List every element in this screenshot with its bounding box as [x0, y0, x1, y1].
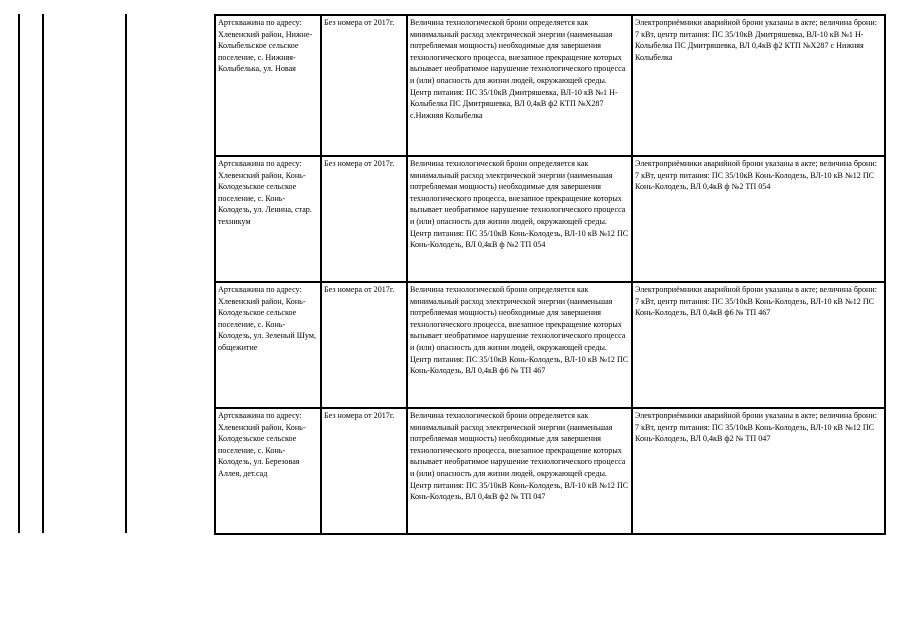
object-address-cell: Артскважина по адресу: Хлевенский район, Конь-Колодезьское сельское поселение, с. Конь-Колодезь, ул. Березовая Аллея, дет.сад — [215, 408, 321, 534]
description-cell: Величина технологической брони определяется как минимальный расход электрической энергии (наименьшая потребляемая мощность) необходимые для завершения технологического процесса, внезапное прекращение которых вызывает необратимое нарушение технологического процесса и (или) опасность для жизни людей, окружающей среды. Центр питания: ПС 35/10кВ Конь-Колодезь, ВЛ-10 кВ №12 ПС Конь-Колодезь, ВЛ 0,4кВ ф №2 ТП 054 — [407, 156, 632, 282]
reserve-table — [214, 14, 886, 535]
table-row — [215, 156, 885, 282]
note-cell: Электроприёмники аварийной брони указаны в акте; величина брони: 7 кВт, центр питания: ПС 35/10кВ Конь-Колодезь, ВЛ-10 кВ №12 ПС Конь-Колодезь, ВЛ 0,4кВ ф2 № ТП 047 — [632, 408, 885, 534]
note-cell: Электроприёмники аварийной брони указаны в акте; величина брони: 7 кВт, центр питания: ПС 35/10кВ Конь-Колодезь, ВЛ-10 кВ №12 ПС Конь-Колодезь, ВЛ 0,4кВ ф №2 ТП 054 — [632, 156, 885, 282]
object-address-cell: Артскважина по адресу: Хлевенский район, Нижне-Колыбельское сельское поселение, с. Нижняя-Колыбелька, ул. Новая — [215, 15, 321, 156]
description-cell: Величина технологической брони определяется как минимальный расход электрической энергии (наименьшая потребляемая мощность) необходимые для завершения технологического процесса, внезапное прекращение которых вызывает необратимое нарушение технологического процесса и (или) опасность для жизни людей, окружающей среды. Центр питания: ПС 35/10кВ Конь-Колодезь, ВЛ-10 кВ №12 ПС Конь-Колодезь, ВЛ 0,4кВ ф6 № ТП 467 — [407, 282, 632, 408]
object-address-cell: Артскважина по адресу: Хлевенский район, Конь-Колодезьское сельское поселение, с. Конь-Колодезь, ул. Зеленый Шум, общежитие — [215, 282, 321, 408]
act-number-cell: Без номера от 2017г. — [321, 408, 407, 534]
act-number-cell: Без номера от 2017г. — [321, 282, 407, 408]
left-border-line-1 — [18, 14, 20, 533]
table-row — [215, 282, 885, 408]
table-row — [215, 408, 885, 534]
description-cell: Величина технологической брони определяется как минимальный расход электрической энергии (наименьшая потребляемая мощность) необходимые для завершения технологического процесса, внезапное прекращение которых вызывает необратимое нарушение технологического процесса и (или) опасность для жизни людей, окружающей среды. Центр питания: ПС 35/10кВ Дмитряшевка, ВЛ-10 кВ №1 Н-Колыбелка ПС Дмитряшевка, ВЛ 0,4кВ ф2 КТП №Х287 с.Нижняя Колыбелка — [407, 15, 632, 156]
table-row — [215, 15, 885, 156]
act-number-cell: Без номера от 2017г. — [321, 15, 407, 156]
left-border-line-2 — [42, 14, 44, 533]
note-cell: Электроприёмники аварийной брони указаны в акте; величина брони: 7 кВт, центр питания: ПС 35/10кВ Дмитряшевка, ВЛ-10 кВ №1 Н-Колыбелка ПС Дмитряшевка, ВЛ 0,4кВ ф2 КТП №Х287 с Нижняя Колыбелка — [632, 15, 885, 156]
object-address-cell: Артскважина по адресу: Хлевенский район, Конь-Колодезьское сельское поселение, с. Конь-Колодезь, ул. Ленина, стар. техникум — [215, 156, 321, 282]
note-cell: Электроприёмники аварийной брони указаны в акте; величина брони: 7 кВт, центр питания: ПС 35/10кВ Конь-Колодезь, ВЛ-10 кВ №12 ПС Конь-Колодезь, ВЛ 0,4кВ ф6 № ТП 467 — [632, 282, 885, 408]
description-cell: Величина технологической брони определяется как минимальный расход электрической энергии (наименьшая потребляемая мощность) необходимые для завершения технологического процесса, внезапное прекращение которых вызывает необратимое нарушение технологического процесса и (или) опасность для жизни людей, окружающей среды. Центр питания: ПС 35/10кВ Конь-Колодезь, ВЛ-10 кВ №12 ПС Конь-Колодезь, ВЛ 0,4кВ ф2 № ТП 047 — [407, 408, 632, 534]
left-border-line-3 — [125, 14, 127, 533]
act-number-cell: Без номера от 2017г. — [321, 156, 407, 282]
